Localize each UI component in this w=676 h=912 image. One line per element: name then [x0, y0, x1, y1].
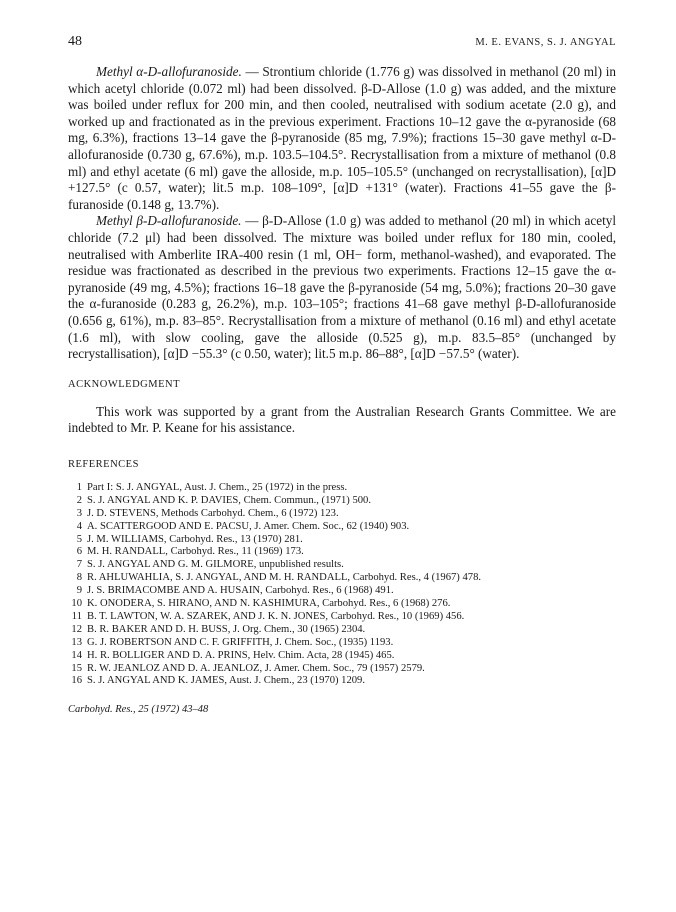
reference-item: [68, 572, 616, 585]
reference-item: [68, 534, 616, 547]
paragraph-alpha-allofuranoside: [68, 64, 616, 213]
reference-number: 15: [71, 662, 82, 674]
reference-item: [68, 675, 616, 688]
reference-text: J. M. WILLIAMS, Carbohyd. Res., 13 (1970) 281.: [87, 533, 303, 545]
references-heading: REFERENCES: [68, 458, 139, 470]
reference-number: 12: [71, 623, 82, 635]
reference-text: K. ONODERA, S. HIRANO, AND N. KASHIMURA, Carbohyd. Res., 6 (1968) 276.: [87, 598, 451, 610]
reference-number: 5: [76, 533, 82, 545]
reference-number: 6: [76, 546, 82, 558]
reference-text: B. R. BAKER AND D. H. BUSS, J. Org. Chem., 30 (1965) 2304.: [87, 623, 366, 635]
reference-text: G. J. ROBERTSON AND C. F. GRIFFITH, J. Chem. Soc., (1935) 1193.: [87, 636, 394, 648]
reference-item: [68, 521, 616, 534]
reference-number: 1: [76, 481, 82, 493]
reference-text: S. J. ANGYAL AND K. P. DAVIES, Chem. Commun., (1971) 500.: [87, 494, 371, 506]
reference-item: [68, 637, 616, 650]
reference-number: 4: [76, 520, 82, 532]
paragraph-title: Methyl α-D-allofuranoside.: [96, 64, 242, 79]
reference-list: [68, 482, 616, 689]
reference-item: [68, 559, 616, 572]
running-header: [68, 34, 616, 58]
reference-text: M. H. RANDALL, Carbohyd. Res., 11 (1969) 173.: [87, 546, 304, 558]
reference-item: [68, 482, 616, 495]
reference-number: 3: [76, 507, 82, 519]
reference-number: 11: [71, 610, 82, 622]
reference-text: R. AHLUWAHLIA, S. J. ANGYAL, AND M. H. RANDALL, Carbohyd. Res., 4 (1967) 478.: [87, 572, 482, 584]
reference-text: J. S. BRIMACOMBE AND A. HUSAIN, Carbohyd. Res., 6 (1968) 491.: [87, 585, 394, 597]
acknowledgment-heading: ACKNOWLEDGMENT: [68, 378, 180, 390]
reference-item: [68, 585, 616, 598]
paragraph-title: Methyl β-D-allofuranoside.: [96, 213, 242, 229]
reference-text: S. J. ANGYAL AND G. M. GILMORE, unpublished results.: [87, 559, 344, 571]
reference-number: 14: [71, 649, 82, 661]
acknowledgment-section: [68, 404, 616, 437]
reference-text: A. SCATTERGOOD AND E. PACSU, J. Amer. Chem. Soc., 62 (1940) 903.: [87, 520, 410, 532]
reference-item: [68, 611, 616, 624]
body-text: [68, 64, 616, 363]
paragraph-text: — Strontium chloride (1.776 g) was dissolved in methanol (20 ml) in which acetyl chloride (0.072 ml) had been dissolved. β-D-Allose (1.0 g) was added, and the mixture was boiled under reflux for 200 min, and then cooled, neutralised with sodium acetate (2.0 g), and worked up and fractionated as in the previous experiment. Fractions 10–12 gave the α-pyranoside (68 mg, 6.3%), fractions 13–14 gave the β-pyranoside (85 mg, 7.9%); fractions 15–30 gave methyl α-D-allofuranoside (0.730 g, 67.6%), m.p. 103.5–104.5°. Recrystallisation from a mixture of methanol (0.8 ml) and ethyl acetate (6 ml) gave the alloside, m.p. 105–105.5° (unchanged on recrystallisation), [α]D +127.5° (c 0.57, water); lit.5 m.p. 108–109°, [α]D +131° (water). Fractions 41–55 gave the β-furanoside (0.148 g, 13.7%).: [68, 64, 616, 212]
reference-text: S. J. ANGYAL AND K. JAMES, Aust. J. Chem., 23 (1970) 1209.: [87, 675, 366, 687]
reference-number: 8: [76, 572, 82, 584]
reference-text: H. R. BOLLIGER AND D. A. PRINS, Helv. Chim. Acta, 28 (1945) 465.: [87, 649, 395, 661]
reference-text: Part I: S. J. ANGYAL, Aust. J. Chem., 25 (1972) in the press.: [87, 481, 348, 493]
paragraph-text: — β-D-Allose (1.0 g) was added to methanol (20 ml) in which acetyl chloride (7.2 μl) had been dissolved. The mixture was boiled under reflux for 180 min, cooled, neutralised with Amberlite IRA-400 resin (1 ml, OH− form, methanol-washed), and evaporated. The residue was fractionated as described in the previous two experiments. Fractions 12–15 gave the α-pyranoside (49 mg, 4.5%); fractions 16–18 gave the β-pyranoside (54 mg, 5.0%); fractions 20–30 gave the α-furanoside (0.283 g, 26.2%), m.p. 103–105°; fractions 41–68 gave methyl β-D-allofuranoside (0.656 g, 61%), m.p. 83–85°. Recrystallisation from a mixture of methanol (0.16 ml) and ethyl acetate (1.6 ml), with slow cooling, gave the alloside (0.525 g), m.p. 83.5–85° (unchanged by recrystallisation), [α]D −55.3° (c 0.50, water); lit.5 m.p. 86–88°, [α]D −57.5° (water).: [68, 213, 617, 362]
reference-number: 2: [76, 494, 82, 506]
paragraph-beta-allofuranoside: [68, 213, 616, 362]
acknowledgment-text: This work was supported by a grant from the Australian Research Grants Committee. We are indebted to Mr. P. Keane for his assistance.: [68, 403, 616, 436]
reference-number: 16: [71, 675, 82, 687]
page-number: 48: [68, 34, 82, 49]
reference-item: [68, 546, 616, 559]
reference-text: R. W. JEANLOZ AND D. A. JEANLOZ, J. Amer. Chem. Soc., 79 (1957) 2579.: [87, 662, 425, 674]
reference-number: 13: [71, 636, 82, 648]
running-head-authors: M. E. EVANS, S. J. ANGYAL: [475, 37, 616, 48]
reference-number: 10: [71, 598, 82, 610]
reference-text: J. D. STEVENS, Methods Carbohyd. Chem., 6 (1972) 123.: [87, 507, 339, 519]
reference-item: [68, 508, 616, 521]
reference-number: 7: [76, 559, 82, 571]
reference-number: 9: [76, 585, 82, 597]
reference-item: [68, 495, 616, 508]
reference-text: B. T. LAWTON, W. A. SZAREK, AND J. K. N. JONES, Carbohyd. Res., 10 (1969) 456.: [87, 610, 465, 622]
reference-item: [68, 663, 616, 676]
reference-item: [68, 598, 616, 611]
page: [68, 34, 616, 715]
journal-footer: Carbohyd. Res., 25 (1972) 43–48: [68, 704, 209, 716]
reference-item: [68, 650, 616, 663]
reference-item: [68, 624, 616, 637]
